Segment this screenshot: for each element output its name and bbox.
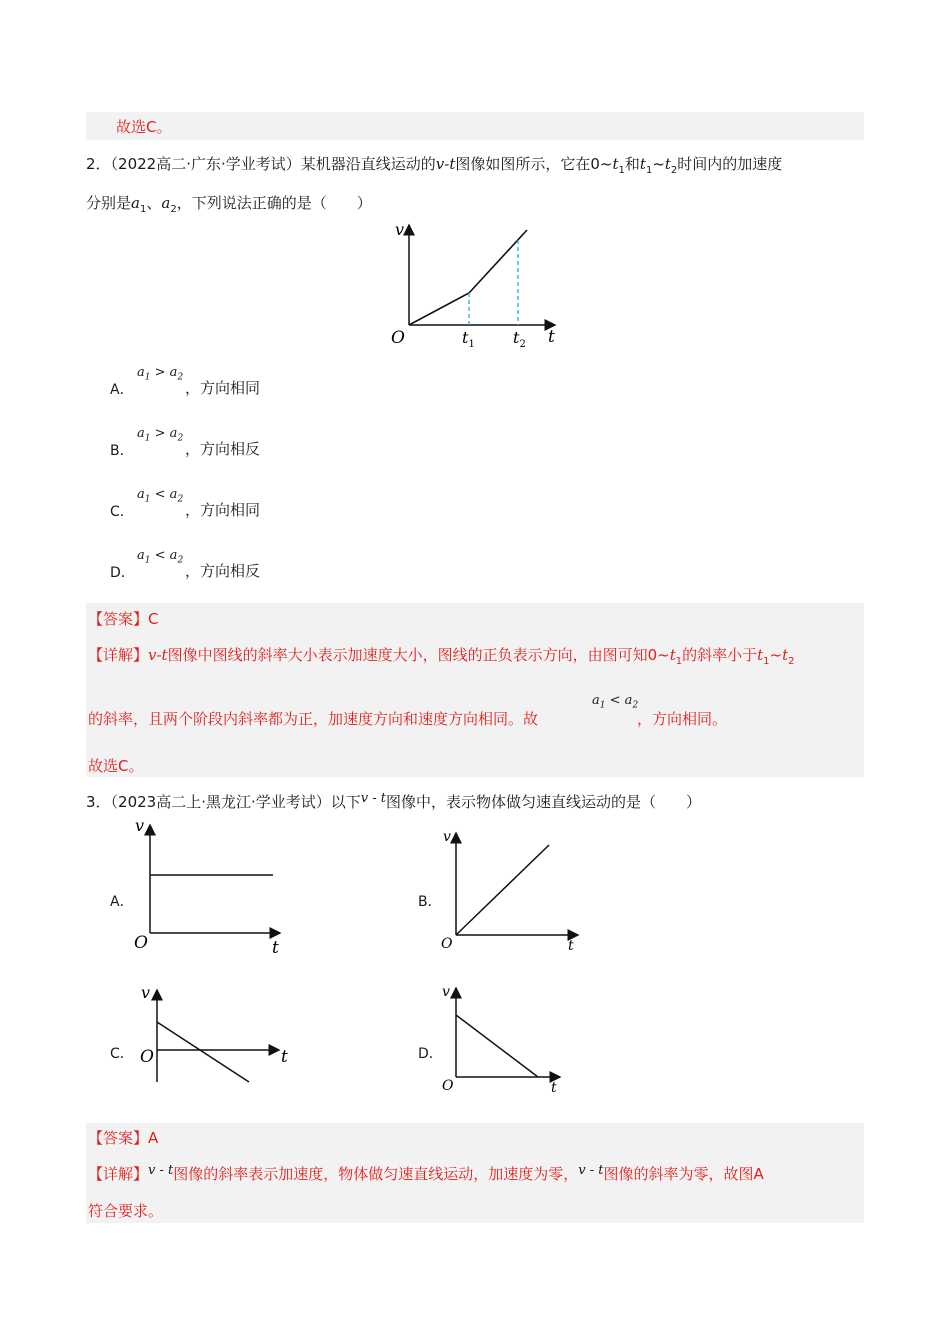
q2-tilde: ~ [652,155,665,173]
t-symbol: t [757,646,764,664]
q2-detail-line2 [88,709,538,729]
t-symbol: t [669,646,676,664]
q2-detail-formula: $a_1 < a_2$ [592,693,639,711]
q2-answer-block [86,603,864,777]
q2-stem-text: 分别是 [86,194,132,212]
answer-value: A [148,1129,159,1147]
subscript: 2 [632,700,639,711]
q2-a-symbol: a [161,194,171,212]
q2-option-formula: $a_1 < a_2$ [137,487,184,505]
q3-source: （2023高二上·黑龙江·学业考试） [110,793,331,811]
subscript: 2 [177,433,184,444]
q2-option-label[interactable]: A． [110,382,134,398]
q2-subscript: 2 [670,165,678,176]
relation: < [154,548,166,563]
vt-symbol: v-t [148,646,168,664]
q2-option-text: ，方向相同 [185,379,261,397]
q2-option-label[interactable]: C． [110,504,134,520]
subscript: 2 [177,372,184,383]
q2-conclusion: 故选C。 [88,757,144,775]
q3-answer [88,1128,158,1148]
q2-stem-text: 图像如图所示，它在0~ [455,155,613,173]
q3-graph-c[interactable] [137,982,297,1092]
q2-stem-text: ，下列说法正确的是（ ） [176,194,372,212]
t-symbol: t [782,646,789,664]
t-label: t [272,938,279,955]
subscript: 1 [763,656,770,667]
q2-stem-line1 [86,154,782,181]
q2-option-text: ，方向相同 [185,501,261,519]
detail-text: 的斜率小于 [682,646,758,664]
q2-subscript: 1 [645,165,653,176]
origin-label: O [140,1047,154,1067]
q3-graph-b[interactable] [438,825,588,955]
q3-detail-line2: 符合要求。 [88,1202,164,1220]
subscript: 2 [788,656,795,667]
origin-label: O [134,933,148,953]
relation: > [154,365,166,380]
relation: < [154,487,166,502]
q2-detail-line1 [88,645,795,672]
q2-stem-text: 、 [146,194,162,212]
vt-symbol: v - t [148,1163,174,1178]
subscript: 1 [599,700,606,711]
q3-option-b-label[interactable]: B． [418,894,442,910]
origin-label: O [442,1078,454,1094]
q2-answer [88,609,159,629]
detail-tag: 【详解】 [88,646,149,664]
previous-answer-block [86,112,864,140]
q2-option-label[interactable]: D． [110,565,135,581]
v-label: v [442,984,450,1000]
q3-graph-a[interactable] [130,815,290,955]
t-label: t [568,938,574,954]
vt-symbol: v - t [578,1163,604,1178]
v-label: v [141,983,151,1002]
relation: < [609,693,621,708]
v-label: v [443,829,451,845]
t-label: t [548,327,555,347]
q2-subscript: 2 [170,204,177,215]
answer-tag: 【答案】 [88,1129,149,1147]
subscript: 1 [144,555,151,566]
q2-option-formula: $a_1 > a_2$ [137,365,184,383]
detail-text: 图像的斜率表示加速度，物体做匀速直线运动，加速度为零， [173,1165,579,1183]
q2-t-symbol: t [639,155,646,173]
velocity-line [157,1022,249,1082]
t-label: t [551,1080,557,1096]
t1-label: $t_1$ [462,328,475,350]
q2-source: （2022高二·广东·学业考试） [110,155,301,173]
velocity-line [409,230,527,325]
q3-graph-d[interactable] [438,982,588,1097]
velocity-line [456,845,549,935]
q2-option-text: ，方向相反 [185,562,261,580]
q3-option-c-label[interactable]: C． [110,1046,134,1062]
q2-option-label[interactable]: B． [110,443,134,459]
q2-detail-line2-end: ，方向相同。 [637,710,728,728]
q2-option-formula: $a_1 < a_2$ [137,548,184,566]
q2-a-symbol: a [131,194,140,212]
relation: > [154,426,166,441]
q2-option-formula: $a_1 > a_2$ [137,426,184,444]
tilde: ~ [769,646,783,664]
t-label: t [281,1047,288,1067]
q2-stem-text: 时间内的加速度 [677,155,783,173]
q2-t-symbol: t [612,155,619,173]
detail-text: 图像中图线的斜率大小表示加速度大小，图线的正负表示方向，由图可知0~ [167,646,670,664]
q2-stem-text: 和 [624,155,640,173]
q3-number: 3． [86,793,111,811]
detail-text: 的斜率，且两个阶段内斜率都为正，加速度方向和速度方向相同。故 [88,710,539,728]
q2-option-text: ，方向相反 [185,440,261,458]
v-label: v [135,816,145,835]
q2-vt-symbol: v-t [435,155,456,173]
origin-label: O [391,328,405,348]
subscript: 2 [177,494,184,505]
previous-conclusion: 故选C。 [116,118,172,136]
detail-tag: 【详解】 [88,1165,149,1183]
subscript: 1 [144,372,151,383]
subscript: 1 [144,433,151,444]
q2-vt-graph [385,215,565,350]
q2-number: 2． [86,155,111,173]
answer-tag: 【答案】 [88,610,149,628]
q2-subscript: 1 [618,165,625,176]
t2-label: $t_2$ [513,328,526,350]
q3-option-d-label[interactable]: D． [418,1046,443,1062]
subscript: 1 [675,656,683,667]
detail-text: 图像的斜率为零，故图A [603,1165,764,1183]
q3-option-a-label[interactable]: A． [110,894,134,910]
q2-stem-text: 某机器沿直线运动的 [300,155,436,173]
origin-label: O [441,936,453,952]
v-label: v [395,220,405,239]
subscript: 1 [144,494,151,505]
subscript: 2 [177,555,184,566]
velocity-line [456,1015,538,1077]
q3-vt-symbol: v - t [360,791,387,806]
answer-value: C [148,610,159,628]
q3-stem-text: 以下 [330,793,361,811]
q2-t-symbol: t [664,155,671,173]
q2-stem-line2 [86,193,372,220]
q3-stem [86,792,701,814]
q2-subscript: 1 [139,204,147,215]
q3-stem-text: 图像中，表示物体做匀速直线运动的是（ ） [386,793,702,811]
q3-detail-line1 [88,1164,764,1186]
